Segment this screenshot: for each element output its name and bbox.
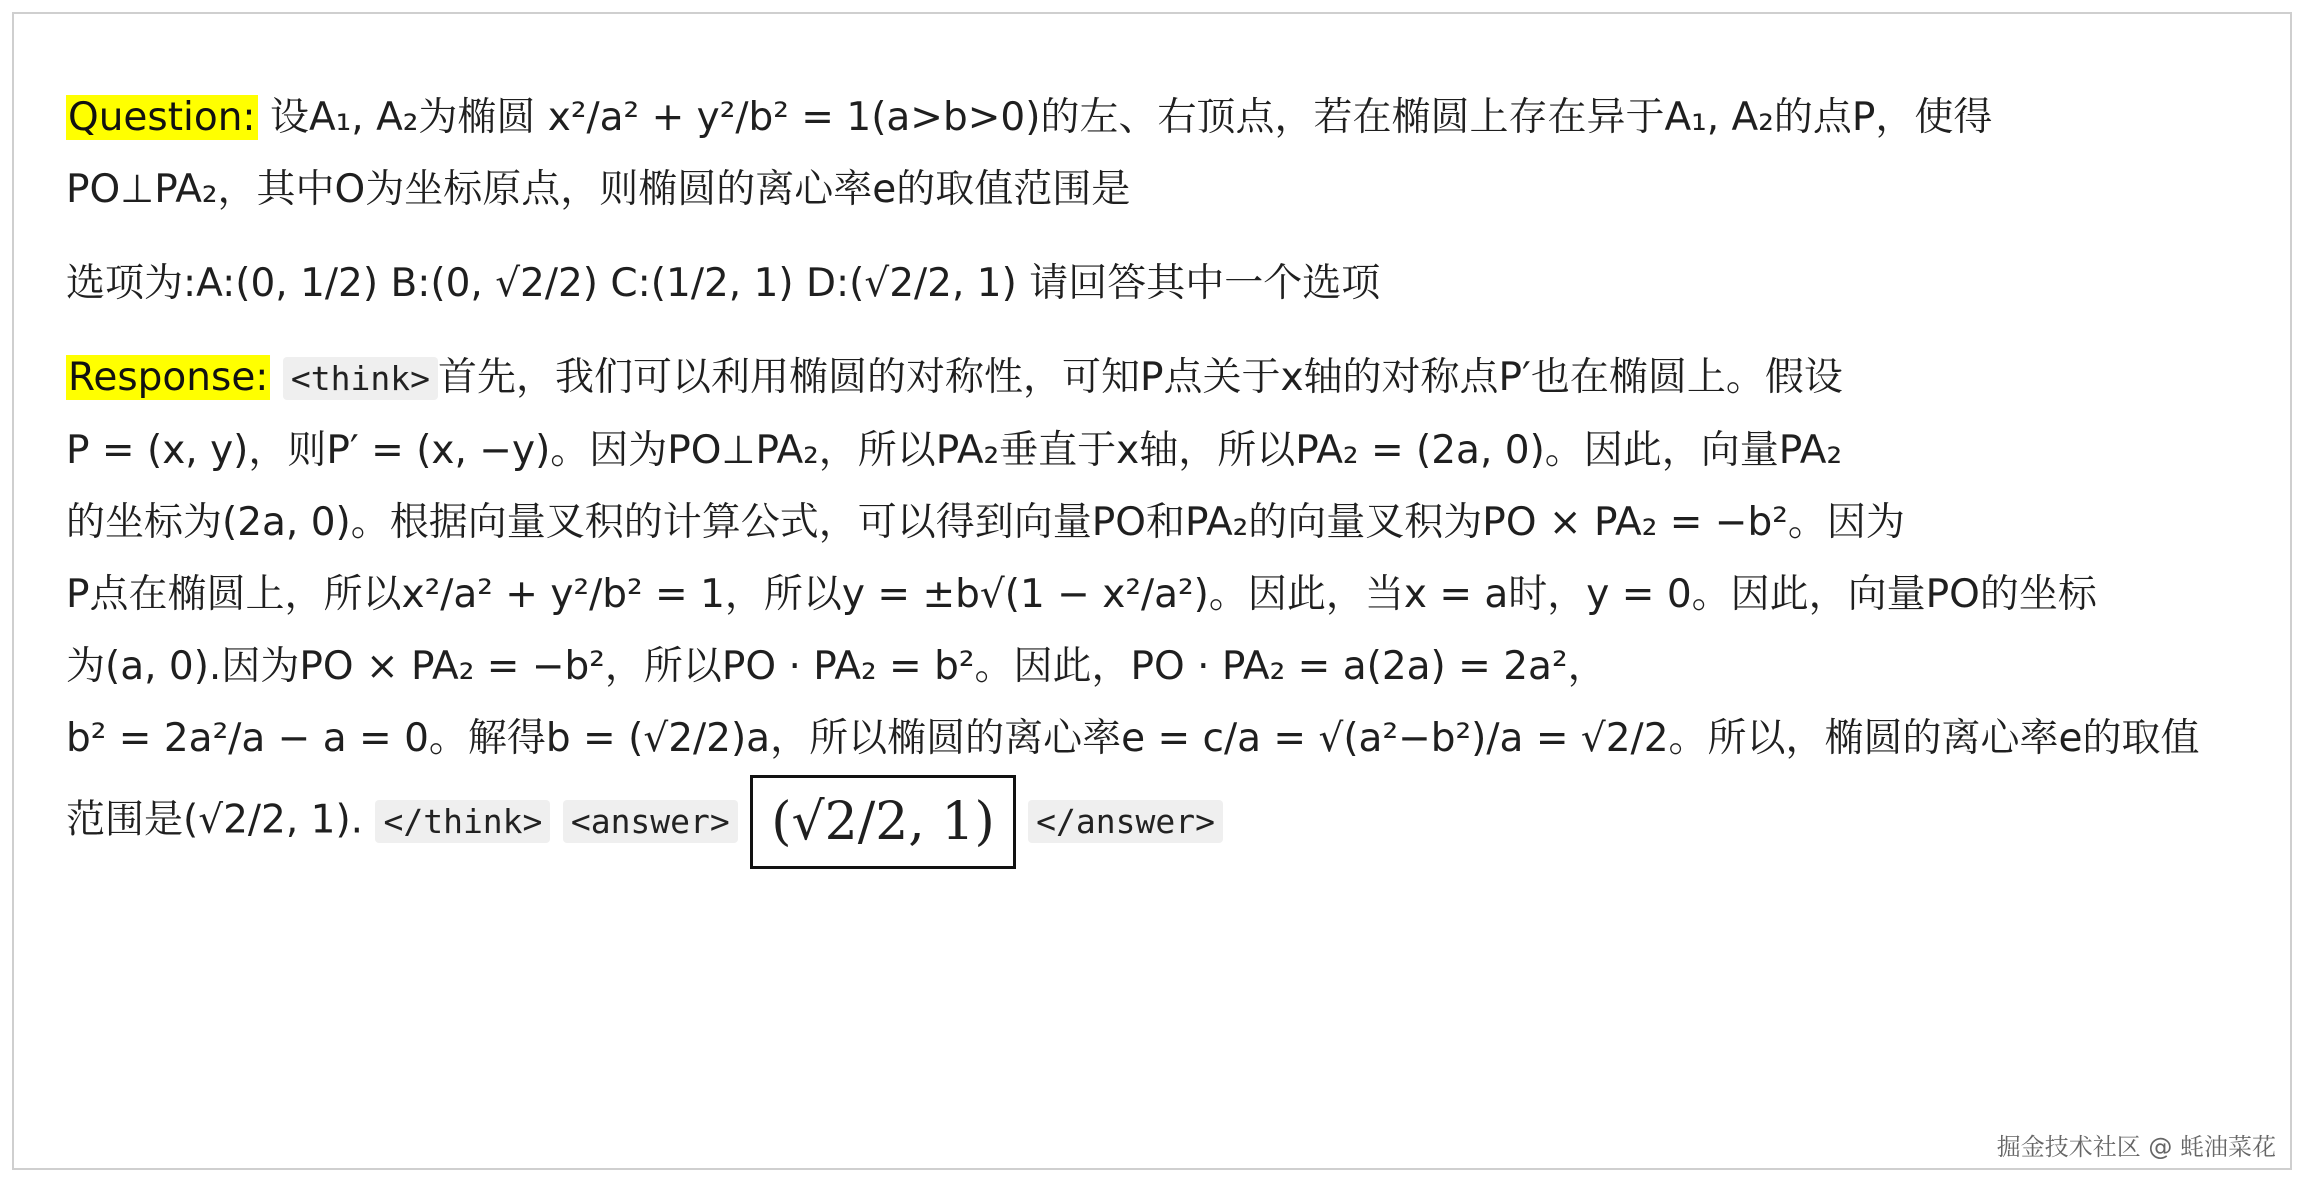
answer-open-tag: <answer> <box>563 800 738 843</box>
response-line-3: 的坐标为(2a, 0)。根据向量叉积的计算公式，可以得到向量PO和PA₂的向量叉积为PO × PA₂ = −b²。因为 <box>66 500 1905 545</box>
think-open-tag: <think> <box>283 357 438 400</box>
answer-close-tag: </answer> <box>1028 800 1223 843</box>
watermark: 掘金技术社区 @ 蚝油菜花 <box>1996 1133 2276 1161</box>
question-paragraph <box>66 82 2226 226</box>
response-line-5: 为(a, 0).因为PO × PA₂ = −b²，所以PO · PA₂ = b²。因此，PO · PA₂ = a(2a) = 2a²， <box>66 644 1607 689</box>
response-last-prefix: 范围是(√2/2, 1). <box>66 797 364 843</box>
response-line-2: P = (x, y)，则P′ = (x, −y)。因为PO⊥PA₂，所以PA₂垂直于x轴，所以PA₂ = (2a, 0)。因此，向量PA₂ <box>66 428 1843 473</box>
response-line-4: P点在椭圆上，所以x²/a² + y²/b² = 1，所以y = ±b√(1 − x²/a²)。因此，当x = a时，y = 0。因此，向量PO的坐标 <box>66 572 2097 617</box>
options-paragraph <box>66 248 2226 320</box>
boxed-answer: (√2/2, 1) <box>750 775 1016 869</box>
response-paragraph <box>66 342 2226 869</box>
question-line-2: PO⊥PA₂，其中O为坐标原点，则椭圆的离心率e的取值范围是 <box>66 167 1131 212</box>
question-line-1: 设A₁, A₂为椭圆 x²/a² + y²/b² = 1(a>b>0)的左、右顶点，若在椭圆上存在异于A₁, A₂的点P，使得 <box>269 95 1993 140</box>
response-line-1: 首先，我们可以利用椭圆的对称性，可知P点关于x轴的对称点P′也在椭圆上。假设 <box>437 355 1843 400</box>
qa-content <box>66 82 2226 891</box>
options-line: 选项为:A:(0, 1/2) B:(0, √2/2) C:(1/2, 1) D:(√2/2, 1) 请回答其中一个选项 <box>66 261 1381 306</box>
think-close-tag: </think> <box>375 800 550 843</box>
response-line-6: b² = 2a²/a − a = 0。解得b = (√2/2)a，所以椭圆的离心率e = c/a = √(a²−b²)/a = √2/2。所以，椭圆的离心率e的取值 <box>66 716 2200 761</box>
response-label: Response: <box>68 355 269 400</box>
question-label: Question: <box>68 95 256 140</box>
